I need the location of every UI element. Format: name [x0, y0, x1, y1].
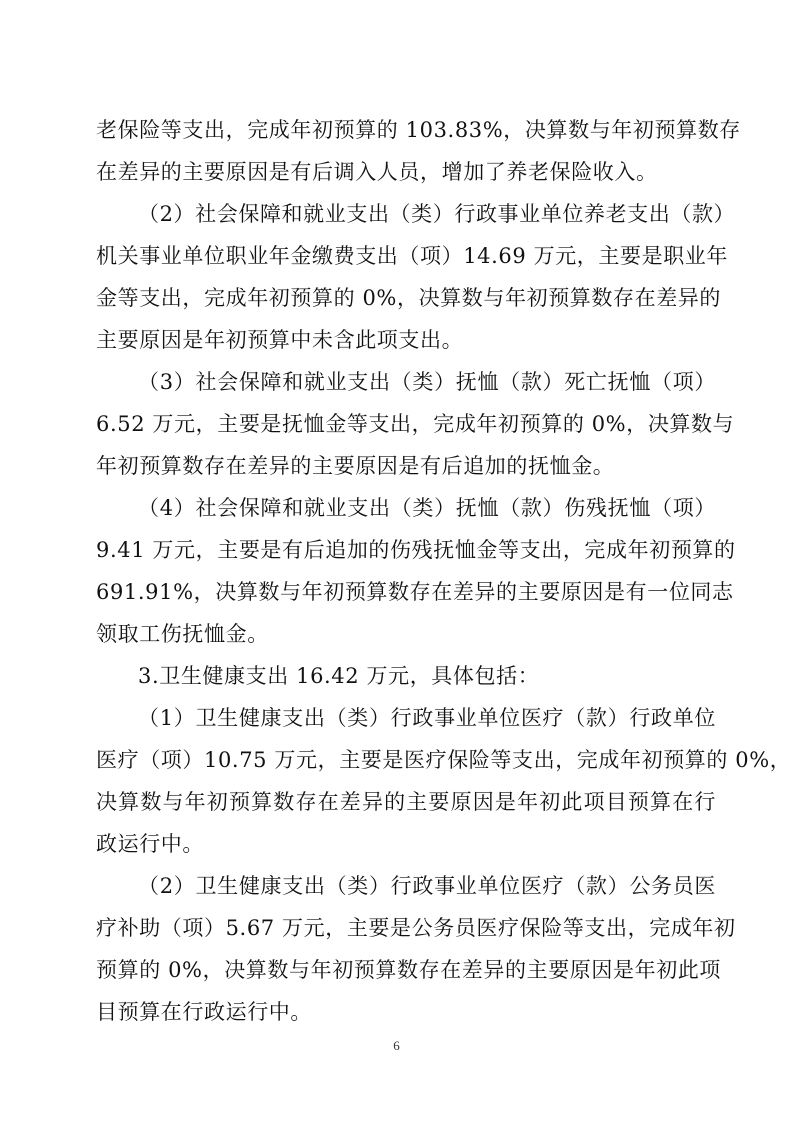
text-line: 领取工伤抚恤金。 [96, 622, 269, 646]
text-line: 医疗（项）10.75 万元，主要是医疗保险等支出，完成年初预算的 0%， [96, 748, 792, 772]
page-number: 6 [393, 1038, 400, 1053]
text-line: （3）社会保障和就业支出（类）抚恤（款）死亡抚恤（项） [138, 370, 716, 394]
text-line: 决算数与年初预算数存在差异的主要原因是年初此项目预算在行 [96, 790, 716, 814]
text-line: （2）社会保障和就业支出（类）行政事业单位养老支出（款） [138, 202, 736, 226]
text-line: 主要原因是年初预算中未含此项支出。 [96, 328, 464, 352]
text-line: 目预算在行政运行中。 [96, 1000, 312, 1024]
text-line: 9.41 万元，主要是有后追加的伤残抚恤金等支出，完成年初预算的 [96, 538, 736, 562]
text-line: （1）卫生健康支出（类）行政事业单位医疗（款）行政单位 [138, 706, 716, 730]
text-line: 年初预算数存在差异的主要原因是有后追加的抚恤金。 [96, 454, 615, 478]
text-line: 在差异的主要原因是有后调入人员，增加了养老保险收入。 [96, 160, 658, 184]
text-line: 疗补助（项）5.67 万元，主要是公务员医疗保险等支出，完成年初 [96, 916, 736, 940]
text-line: 政运行中。 [96, 832, 204, 856]
text-line: 6.52 万元，主要是抚恤金等支出，完成年初预算的 0%，决算数与 [96, 412, 735, 436]
text-line: 金等支出，完成年初预算的 0%，决算数与年初预算数存在差异的 [96, 286, 721, 310]
text-line: 机关事业单位职业年金缴费支出（项）14.69 万元，主要是职业年 [96, 244, 728, 268]
section-heading: 3.卫生健康支出 16.42 万元，具体包括： [138, 664, 540, 688]
text-line: 691.91%，决算数与年初预算数存在差异的主要原因是有一位同志 [96, 580, 734, 604]
text-line: （4）社会保障和就业支出（类）抚恤（款）伤残抚恤（项） [138, 496, 716, 520]
text-line: 预算的 0%，决算数与年初预算数存在差异的主要原因是年初此项 [96, 958, 721, 982]
text-line: 老保险等支出，完成年初预算的 103.83%，决算数与年初预算数存 [96, 118, 741, 142]
text-line: （2）卫生健康支出（类）行政事业单位医疗（款）公务员医 [138, 874, 716, 898]
